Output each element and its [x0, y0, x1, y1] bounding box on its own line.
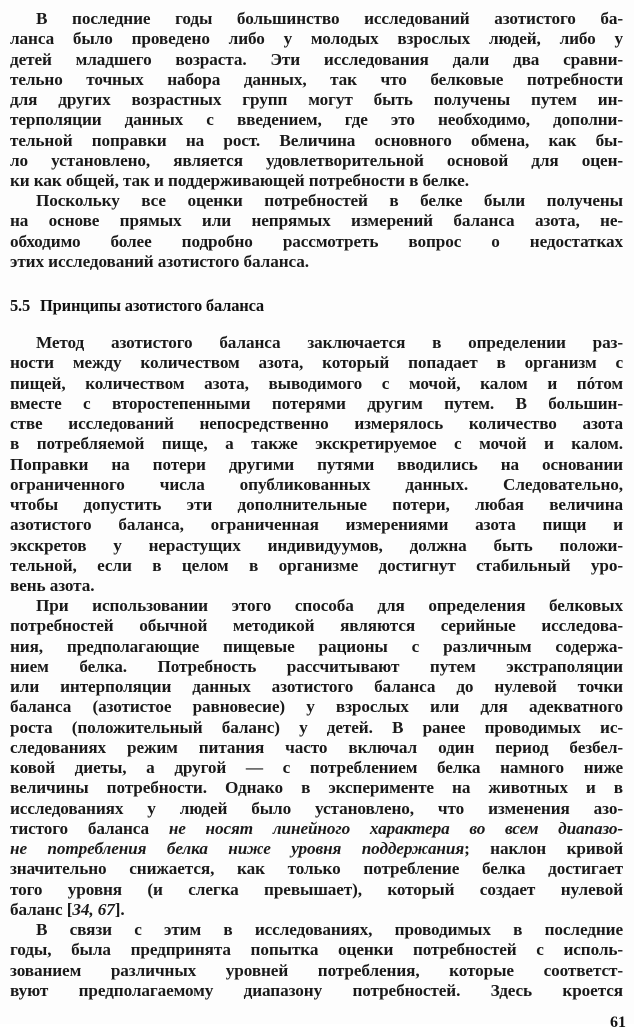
- text-line: роста (положительный баланс) у детей. В ранее проводимых ис-: [10, 717, 623, 737]
- citation-references: 34, 67: [72, 899, 115, 919]
- text-line: вень азота.: [10, 576, 95, 595]
- text-line: вместе с второстепенными потерями другим путем. В большин-: [10, 393, 623, 413]
- text-line: или интерполяции данных азотистого баланса до нулевой точки: [10, 677, 623, 696]
- text-line: Поправки на потери другими путями вводились на основании: [10, 454, 623, 474]
- paragraph-2: [10, 191, 623, 272]
- text-line: ланса было проведено либо у молодых взрослых людей, либо у: [10, 29, 623, 49]
- text-line: экскретов у нерастущих индивидуумов, должна быть положи-: [10, 535, 623, 555]
- text-line: терполяции данных с введением, где это необходимо, дополни-: [10, 110, 623, 130]
- section-number: 5.5: [10, 296, 31, 315]
- text-line: следованиях режим питания часто включал один период безбел-: [10, 737, 623, 757]
- paragraph-3: [10, 333, 623, 596]
- text-line: чтобы допустить эти дополнительные потери, любая величина: [10, 495, 623, 514]
- text-run: тистого баланса: [10, 818, 169, 838]
- text-run: ; наклон кривой: [464, 839, 623, 858]
- text-line: баланса (азотистое равновесие) у взрослых или для адекватного: [10, 697, 623, 717]
- text-line: детей младшего возраста. Эти исследования дали два сравни-: [10, 49, 623, 69]
- text-line: годы, была предпринята попытка оценки потребностей с исполь-: [10, 940, 623, 960]
- text-line: Поскольку все оценки потребностей в белке были получены: [36, 191, 623, 210]
- text-line-with-emphasis: [10, 839, 623, 859]
- text-line: потребностей обычной методикой являются серийные исследова-: [10, 616, 623, 636]
- text-line: ки как общей, так и поддерживающей потребности в белке.: [10, 171, 469, 190]
- citation-line: [10, 900, 623, 920]
- text-line: исследованиях у людей было установлено, что изменения азо-: [10, 798, 623, 818]
- text-line: азотистого баланса, ограниченная измерениями азота пищи и: [10, 515, 623, 535]
- text-line: ограниченного числа опубликованных данных. Следовательно,: [10, 474, 623, 494]
- paragraph-1: [10, 9, 623, 191]
- text-line: ковой диеты, а другой — с потреблением белка намного ниже: [10, 758, 623, 777]
- text-line: тельной, если в целом в организме достигнут стабильный уро-: [10, 555, 623, 575]
- text-line: Метод азотистого баланса заключается в определении раз-: [36, 333, 623, 352]
- text-line: нием белка. Потребность рассчитывают путем экстраполяции: [10, 656, 623, 676]
- text-line: тельной поправки на рост. Величина основного обмена, как бы-: [10, 130, 623, 150]
- paragraph-5: [10, 920, 623, 1001]
- page-number: 61: [610, 1014, 626, 1031]
- text-line: пищей, количеством азота, выводимого с мочой, калом и пóтом: [10, 373, 623, 393]
- emphasis-text: не потребления белка ниже уровня поддержания: [10, 839, 465, 858]
- text-line: тельно точных набора данных, так что белковые потребности: [10, 69, 623, 89]
- text-line: зованием различных уровней потребления, которые соответст-: [10, 960, 623, 980]
- emphasis-text: не носят линейного характера во всем диапазо-: [168, 818, 623, 838]
- text-line: В связи с этим в исследованиях, проводимых в последние: [36, 920, 623, 939]
- text-line: для других возрастных групп могут быть получены путем ин-: [10, 90, 623, 109]
- text-line: того уровня (и слегка превышает), который создает нулевой: [10, 879, 623, 899]
- text-line: В последние годы большинство исследований азотистого ба-: [36, 9, 623, 28]
- text-line: ния, предполагающие пищевые рационы с различным содержа-: [10, 636, 623, 656]
- text-line: ности между количеством азота, который попадает в организм с: [10, 353, 623, 373]
- paragraph-4: [10, 596, 623, 920]
- text-line: величины потребности. Однако в эксперименте на животных и в: [10, 778, 623, 798]
- text-run: ].: [114, 899, 125, 919]
- text-run: баланс [: [10, 899, 73, 919]
- text-line: вуют предполагаемому диапазону потребностей. Здесь кроется: [10, 980, 623, 1000]
- text-line: этих исследований азотистого баланса.: [10, 251, 309, 271]
- text-line: на основе прямых или непрямых измерений баланса азота, не-: [10, 211, 623, 231]
- text-line: обходимо более подробно рассмотреть вопрос о недостатках: [10, 231, 623, 251]
- section-title: Принципы азотистого баланса: [40, 296, 264, 315]
- section-heading: [10, 296, 264, 316]
- text-line: ло установлено, является удовлетворительной основой для оцен-: [10, 150, 623, 170]
- text-line: При использовании этого способа для определения белковых: [36, 596, 623, 615]
- text-line-with-emphasis: [10, 819, 623, 839]
- text-line: стве исследований непосредственно измерялось количество азота: [10, 414, 623, 433]
- text-line: в потребляемой пище, а также экскретируемое с мочой и калом.: [10, 434, 623, 454]
- text-line: значительно снижается, как только потребление белка достигает: [10, 859, 623, 879]
